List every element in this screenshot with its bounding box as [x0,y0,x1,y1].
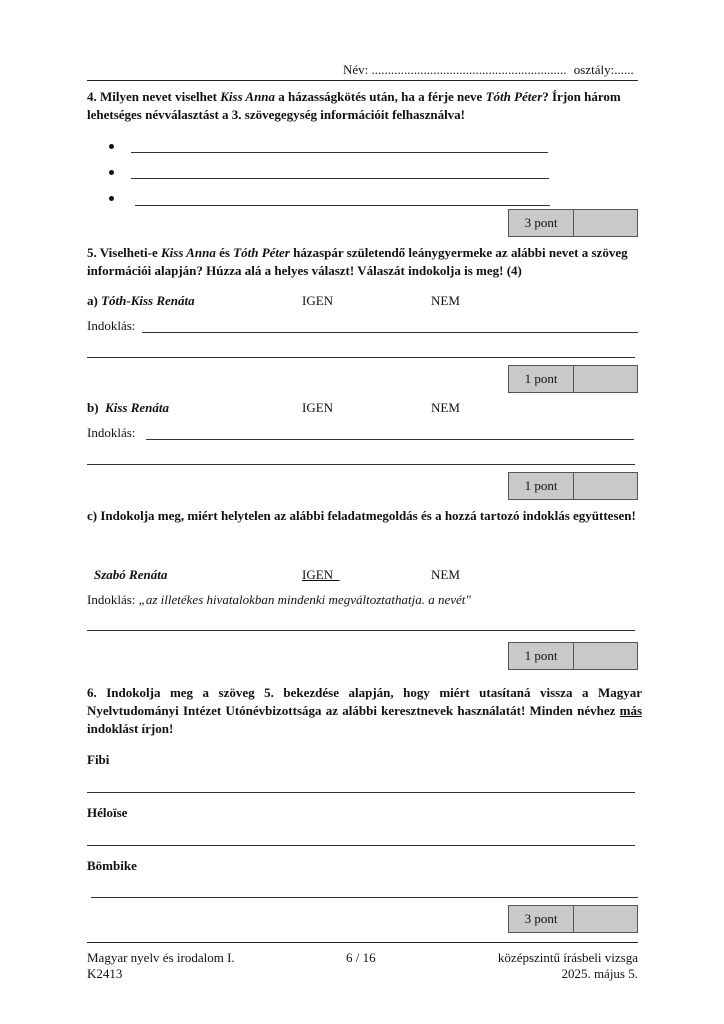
footer-subject: Magyar nyelv és irodalom I. [87,950,235,965]
score-box [508,905,638,933]
answer-line[interactable] [131,152,548,153]
footer-rule [87,942,638,943]
answer-line[interactable] [146,439,634,440]
points-label: 1 pont [509,473,574,499]
answer-line[interactable] [87,464,635,465]
name-heloise: Héloïse [87,805,128,820]
bullet [109,170,114,175]
class-label: osztály:...... [573,62,634,77]
header-rule [87,80,638,81]
name-bombike: Bömbike [87,858,137,873]
answer-line[interactable] [87,357,635,358]
footer-date: 2025. május 5. [561,966,638,981]
name-fibi: Fibi [87,752,110,767]
answer-line[interactable] [91,897,638,898]
item-c-name: Szabó Renáta [94,567,168,582]
footer-exam: középszintű írásbeli vizsga [497,950,638,965]
score-field[interactable] [574,906,637,932]
name-label: Név: [343,62,369,77]
reason-label: Indoklás: [87,592,136,607]
page-number: 6 / 16 [346,950,376,965]
bullet [109,196,114,201]
bullet [109,144,114,149]
reason-label: Indoklás: [87,318,136,333]
score-field[interactable] [574,210,637,236]
answer-line[interactable] [87,845,635,846]
answer-line[interactable] [131,178,549,179]
answer-line[interactable] [87,630,635,631]
option-nem[interactable]: NEM [431,400,460,415]
question-6-text: 6. Indokolja meg a szöveg 5. bekezdése alapján, hogy miért utasítaná vissza a Magyar Nyelvtudományi Intézet Utónévbizottsága az alábbi keresztnevek használatát! Minden névhez más indoklást írjon! [87,685,642,736]
name-field [343,62,634,78]
option-nem[interactable]: NEM [431,293,460,308]
option-nem[interactable]: NEM [431,567,460,582]
points-label: 1 pont [509,366,574,392]
option-igen[interactable]: IGEN [302,400,334,415]
footer-code: K2413 [87,966,123,981]
item-a-label: a) Tóth-Kiss Renáta [87,293,195,308]
score-box [508,365,638,393]
score-field[interactable] [574,366,637,392]
score-box [508,472,638,500]
reason-label: Indoklás: [87,425,136,440]
reason-line [87,592,471,608]
option-igen-underlined[interactable]: IGEN [302,567,334,582]
question-5-text: 5. Viselheti-e Kiss Anna és Tóth Péter házaspár születendő leánygyermeke az alábbi nevet a szöveg információi alapján? Húzza alá a helyes választ! Válaszát indokolja is meg! (4) [87,245,628,278]
question-4-text: 4. Milyen nevet viselhet Kiss Anna a házasságkötés után, ha a férje neve Tóth Péter? Írjon három lehetséges névválasztást a 3. szövegegység információit felhasználva! [87,89,621,122]
name-dots: ............................................................ [371,62,567,77]
option-igen[interactable]: IGEN [302,293,334,308]
score-field[interactable] [574,643,637,669]
points-label: 1 pont [509,643,574,669]
points-label: 3 pont [509,210,574,236]
reason-quote: „az illetékes hivatalokban mindenki megváltoztathatja. a nevét" [138,592,471,607]
score-box [508,642,638,670]
answer-line[interactable] [87,792,635,793]
answer-line[interactable] [142,332,638,333]
score-box [508,209,638,237]
answer-line[interactable] [135,205,550,206]
score-field[interactable] [574,473,637,499]
item-c-text: c) Indokolja meg, miért helytelen az alábbi feladatmegoldás és a hozzá tartozó indoklás együttesen! [87,508,636,523]
points-label: 3 pont [509,906,574,932]
item-b-label: b) Kiss Renáta [87,400,169,415]
